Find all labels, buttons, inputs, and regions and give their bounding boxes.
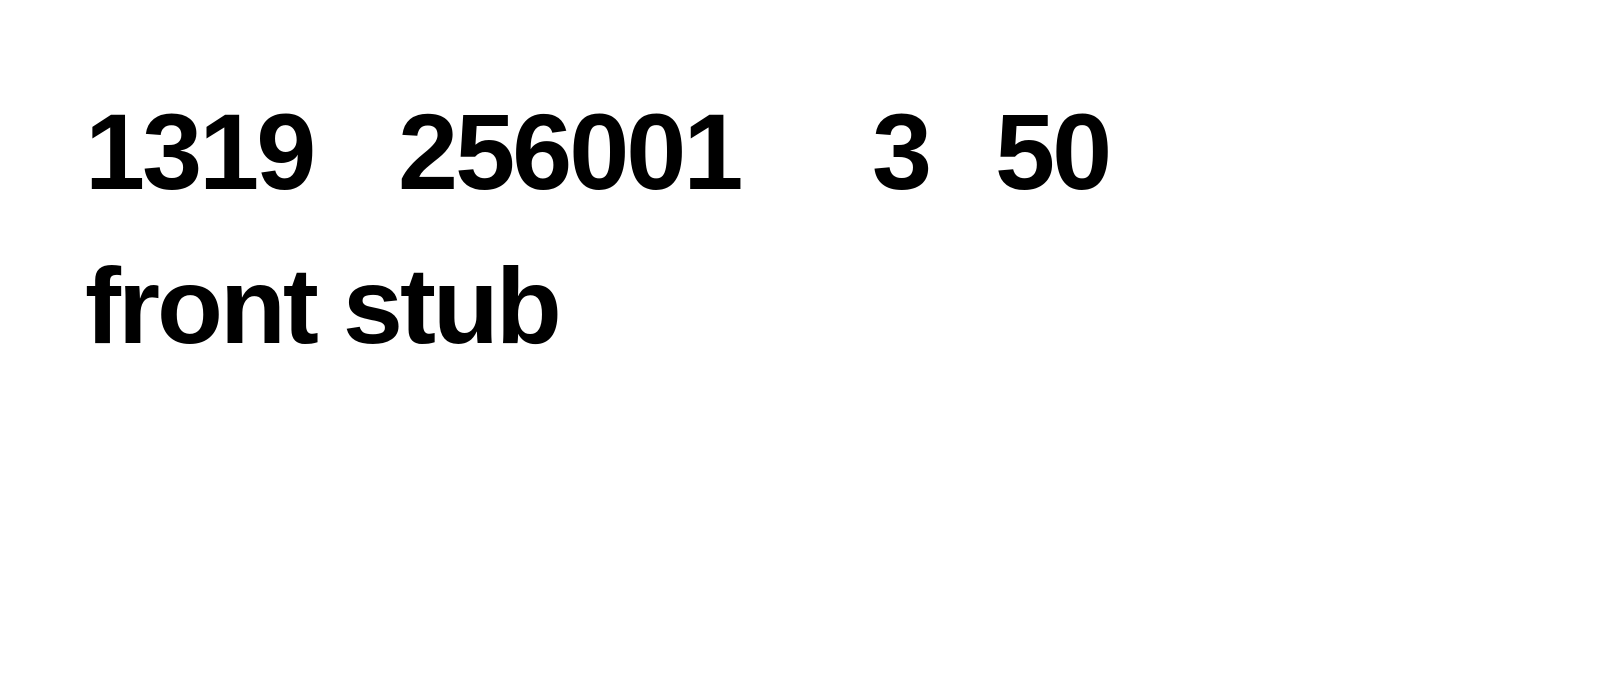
number-1319: 1319 [85, 91, 314, 212]
number-3: 3 [872, 91, 930, 212]
number-50: 50 [995, 91, 1110, 212]
front-stub-label: front stub [85, 245, 559, 366]
number-256001: 256001 [398, 91, 741, 212]
